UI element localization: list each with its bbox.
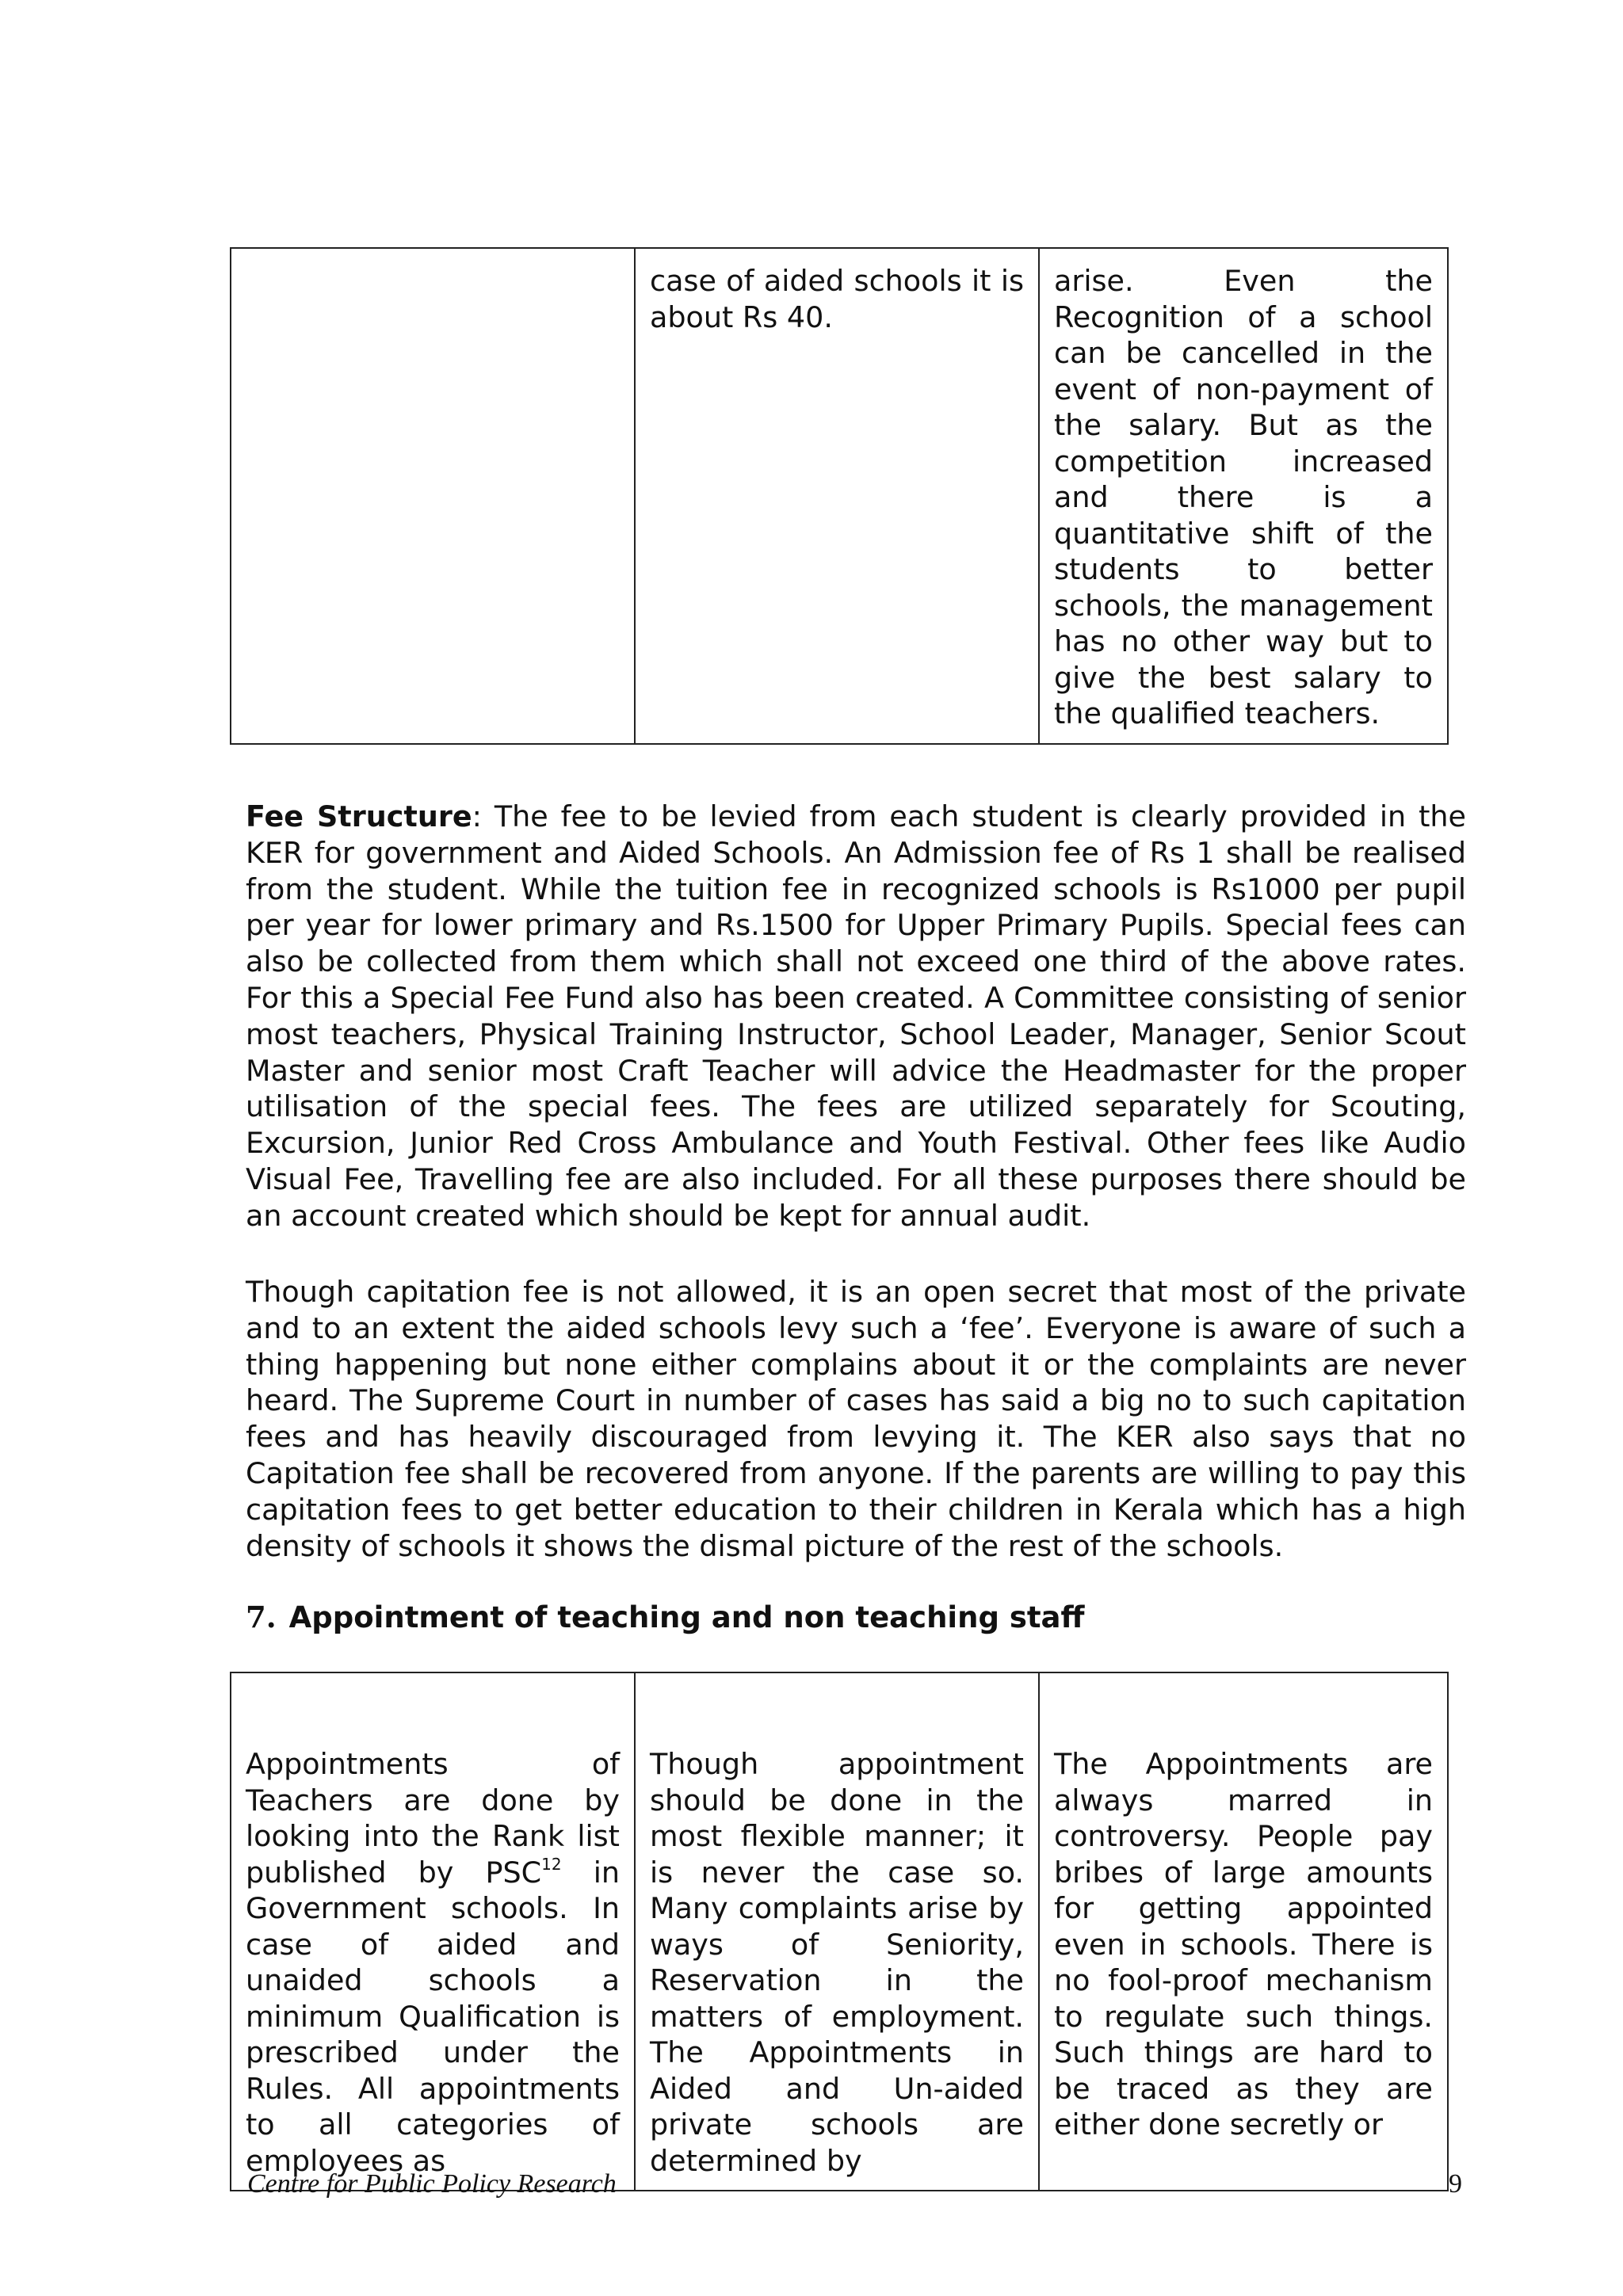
section-heading <box>246 1599 1084 1636</box>
table-row <box>231 248 1448 744</box>
fee-structure-paragraph <box>246 799 1466 1234</box>
appointment-table <box>230 1672 1449 2191</box>
fee-structure-body: : The fee to be levied from each student is clearly provided in the KER for government and Aided Schools. An Admission fee of Rs 1 shall be realised from the student. While the tuition fee in recognized schools is Rs1000 per pupil per year for lower primary and Rs.1500 for Upper Primary Pupils. Special fees can also be collected from them which shall not exceed one third of the above rates. For this a Special Fee Fund also has been created. A Committee consisting of senior most teachers, Physical Training Instructor, School Leader, Manager, Senior Scout Master and senior most Craft Teacher will advice the Headmaster for the proper utilisation of the special fees. The fees are utilized separately for Scouting, Excursion, Junior Red Cross Ambulance and Youth Festival. Other fees like Audio Visual Fee, Travelling fee are also included. For all these purposes there should be an account created which should be kept for annual audit. <box>246 799 1467 1233</box>
cell-text: Appointments of Teachers are done by looking into the Rank list published by PSC <box>246 1747 620 1890</box>
capitation-paragraph: Though capitation fee is not allowed, it is an open secret that most of the private and to an extent the aided schools levy such a ‘fee’. Everyone is aware of such a thing happening but none either complains about it or the complaints are never heard. The Supreme Court in number of cases has said a big no to such capitation fees and has heavily discouraged from levying it. The KER also says that no Capitation fee shall be recovered from anyone. If the parents are willing to pay this capitation fees to get better education to their children in Kerala which has a high density of schools it shows the dismal picture of the rest of the schools. <box>246 1275 1466 1563</box>
table-row <box>231 1672 1448 2191</box>
section-title: Appointment of teaching and non teaching staff <box>288 1600 1085 1634</box>
section-number: 7. <box>246 1600 277 1634</box>
table-cell-flexibility: Though appointment should be done in the most flexible manner; it is never the case so. Many complaints arise by ways of Seniority, Reservation in the matters of employment. The Appointments in Aided and Un-aided private schools are determined by <box>635 1672 1039 2191</box>
cell-text: in Government schools. In case of aided and unaided schools a minimum Qualification is prescribed under the Rules. All appointments to all categories of employees as <box>246 1855 620 2178</box>
footnote-marker: 12 <box>541 1854 562 1874</box>
page-number: 9 <box>1449 2169 1462 2199</box>
table-cell-aided-fee: case of aided schools it is about Rs 40. <box>635 248 1039 744</box>
table-cell-controversy: The Appointments are always marred in controversy. People pay bribes of large amounts for getting appointed even in schools. There is no fool-proof mechanism to regulate such things. Such things are hard to be traced as they are either done secretly or <box>1039 1672 1448 2191</box>
continued-table <box>230 247 1449 745</box>
fee-structure-heading: Fee Structure <box>246 799 472 833</box>
table-cell-empty <box>231 248 635 744</box>
table-cell-salary-note: arise. Even the Recognition of a school can be cancelled in the event of non-payment of the salary. But as the competition increased and there is a quantitative shift of the students to better schools, the management has no other way but to give the best salary to the qualified teachers. <box>1039 248 1448 744</box>
table-cell-government-appointments <box>231 1672 635 2191</box>
footer-publisher: Centre for Public Policy Research <box>247 2169 617 2199</box>
